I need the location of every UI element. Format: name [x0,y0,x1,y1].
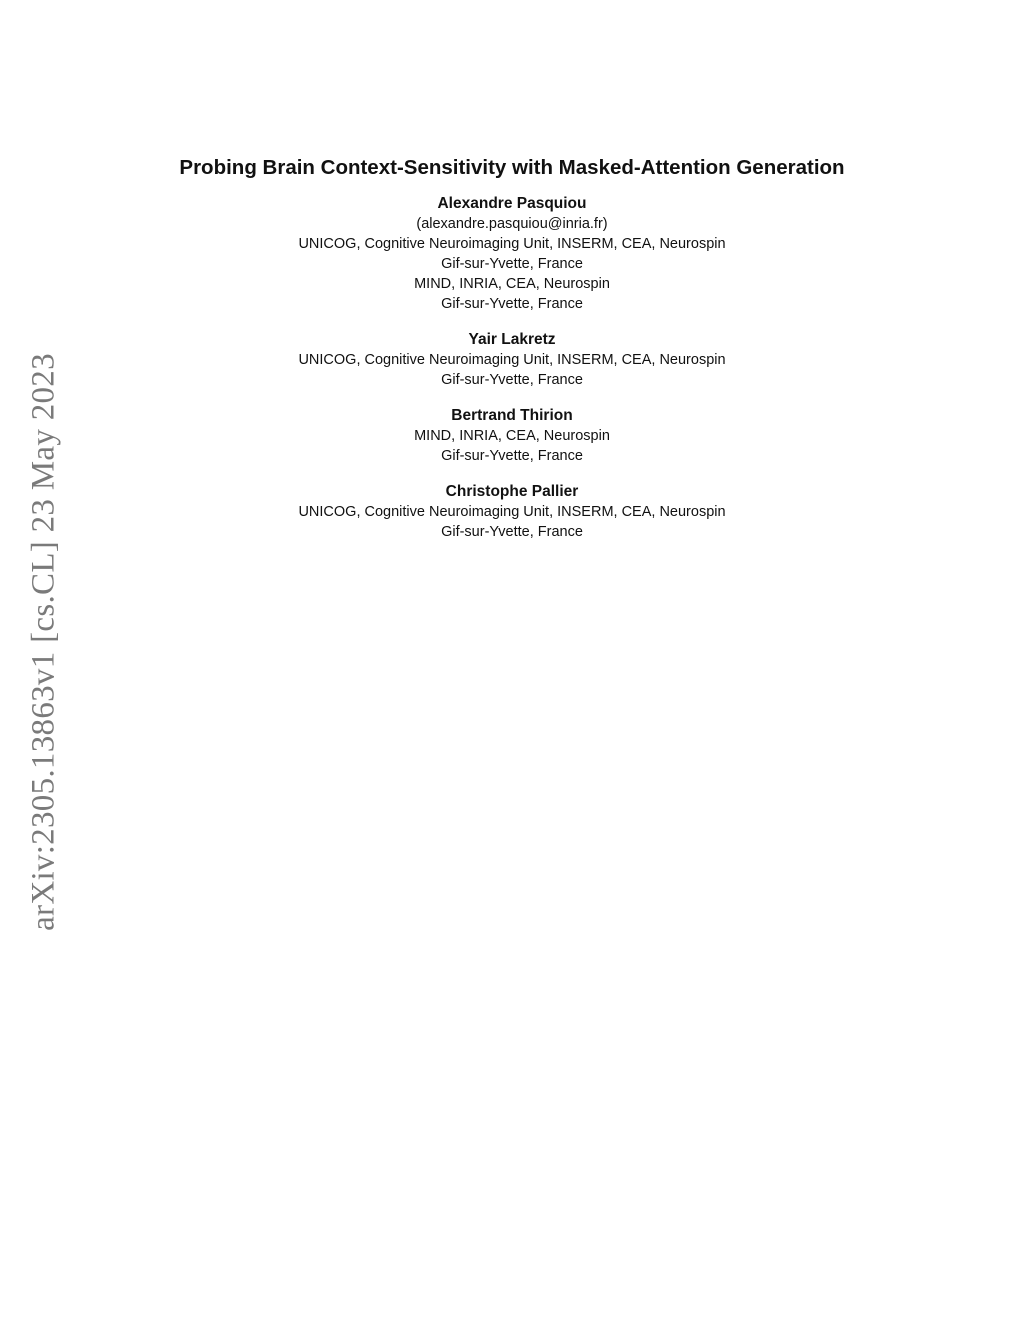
author-name: Yair Lakretz [468,331,556,348]
author-name: Bertrand Thirion [451,407,573,424]
author-block-thirion [0,406,1024,466]
affiliation-line: Gif-sur-Yvette, France [441,372,583,388]
author-block-pasquiou [0,194,1024,314]
affiliation-line: MIND, INRIA, CEA, Neurospin [414,428,610,444]
affiliation-line: UNICOG, Cognitive Neuroimaging Unit, INSERM, CEA, Neurospin [298,504,726,520]
affiliation-line: Gif-sur-Yvette, France [441,448,583,464]
paper-title: Probing Brain Context-Sensitivity with Masked-Attention Generation [179,156,845,179]
affiliation-line: Gif-sur-Yvette, France [441,296,583,312]
affiliation-line: MIND, INRIA, CEA, Neurospin [414,276,610,292]
author-block-lakretz [0,330,1024,390]
affiliation-line: Gif-sur-Yvette, France [441,256,583,272]
affiliation-line: UNICOG, Cognitive Neuroimaging Unit, INSERM, CEA, Neurospin [298,352,726,368]
arxiv-identifier-stamp: arXiv:2305.13863v1 [cs.CL] 23 May 2023 [25,353,62,931]
affiliation-line: Gif-sur-Yvette, France [441,524,583,540]
author-name: Alexandre Pasquiou [437,195,587,212]
author-list [0,194,1024,558]
author-name: Christophe Pallier [445,483,579,500]
author-block-pallier [0,482,1024,542]
author-email[interactable]: (alexandre.pasquiou@inria.fr) [416,216,608,232]
affiliation-line: UNICOG, Cognitive Neuroimaging Unit, INSERM, CEA, Neurospin [298,236,726,252]
